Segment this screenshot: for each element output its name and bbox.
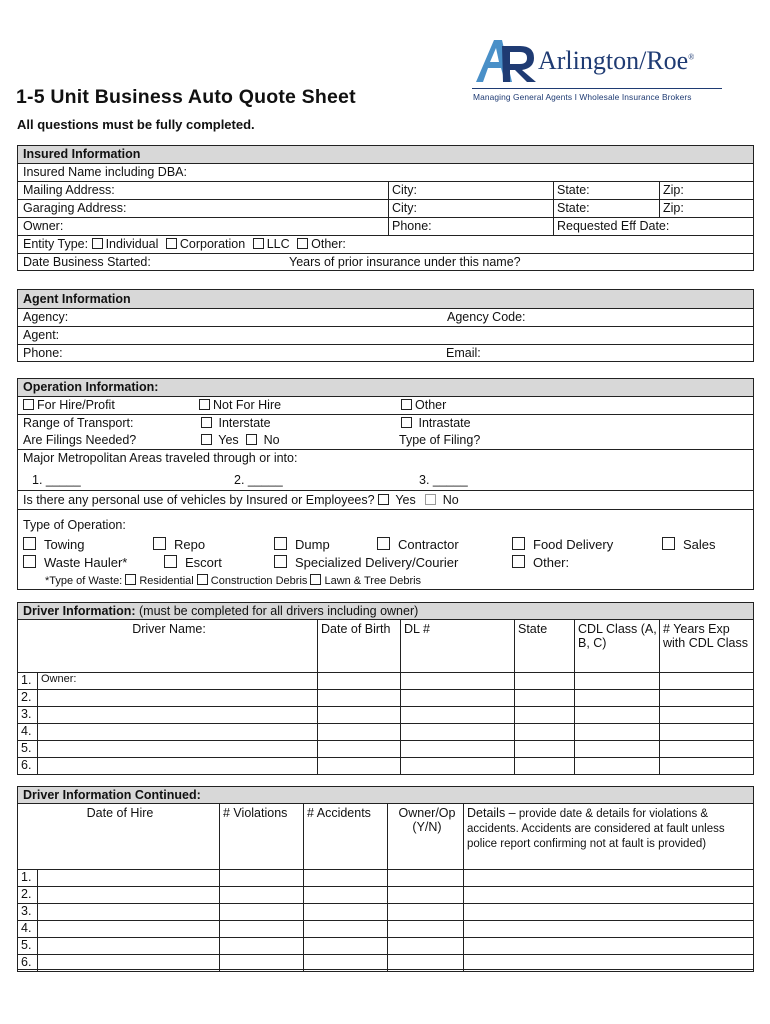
- driver-section: [17, 602, 754, 775]
- col-years: # Years Exp with CDL Class: [660, 620, 754, 673]
- table-row: [18, 707, 754, 724]
- not-for-hire-label: Not For Hire: [213, 398, 282, 412]
- filings-yes-checkbox[interactable]: [201, 434, 212, 445]
- personal-no-checkbox[interactable]: [425, 494, 436, 505]
- garaging-row: [18, 200, 753, 218]
- row-number: 5.: [18, 741, 38, 758]
- food-delivery-checkbox[interactable]: [512, 537, 525, 550]
- entity-label: Entity Type:: [23, 237, 89, 251]
- corporation-label: Corporation: [179, 237, 246, 251]
- operation-section: [17, 378, 754, 590]
- other-entity-label: Other:: [311, 237, 346, 251]
- row-number: 4.: [18, 724, 38, 741]
- driver-heading-note: (must be completed for all drivers including owner): [139, 604, 419, 618]
- interstate-checkbox[interactable]: [201, 417, 212, 428]
- driver-continued-section: [17, 786, 754, 970]
- residential-label: Residential: [139, 575, 194, 587]
- mailing-label: Mailing Address:: [23, 183, 115, 197]
- phone-label: Phone:: [392, 219, 432, 233]
- towing-checkbox[interactable]: [23, 537, 36, 550]
- logo-divider: [472, 88, 722, 89]
- sales-label: Sales: [683, 537, 716, 552]
- col-violations: # Violations: [220, 804, 304, 870]
- dump-label: Dump: [295, 537, 330, 552]
- col-dob: Date of Birth: [318, 620, 401, 673]
- insured-name-label: Insured Name including DBA:: [23, 165, 187, 179]
- metro-1: 1. _____: [32, 473, 81, 487]
- owner-label: Owner:: [23, 219, 64, 233]
- llc-checkbox[interactable]: [253, 238, 264, 249]
- table-row: [18, 673, 754, 690]
- range-row: [18, 415, 753, 433]
- filings-label: Are Filings Needed?: [23, 433, 137, 447]
- row-number: 1.: [18, 870, 38, 887]
- other-hire-checkbox[interactable]: [401, 399, 412, 410]
- type-operation-area: [18, 510, 753, 590]
- individual-checkbox[interactable]: [92, 238, 103, 249]
- filings-row: [18, 433, 753, 450]
- construction-checkbox[interactable]: [197, 574, 208, 585]
- residential-checkbox[interactable]: [125, 574, 136, 585]
- col-accidents: # Accidents: [304, 804, 388, 870]
- table-row: [18, 724, 754, 741]
- agency-label: Agency:: [23, 310, 69, 324]
- individual-label: Individual: [105, 237, 159, 251]
- row-number: 1.: [18, 673, 38, 690]
- page-subtitle: All questions must be fully completed.: [17, 117, 255, 132]
- col-cdl: CDL Class (A, B, C): [575, 620, 660, 673]
- table-row: [18, 904, 754, 921]
- zip-label: Zip:: [663, 183, 684, 197]
- other-entity-checkbox[interactable]: [297, 238, 308, 249]
- years-prior-label: Years of prior insurance under this name?: [289, 255, 521, 269]
- company-tagline: Managing General Agents I Wholesale Insurance Brokers: [473, 92, 692, 102]
- escort-checkbox[interactable]: [164, 555, 177, 568]
- row-number: 3.: [18, 707, 38, 724]
- page-title: 1-5 Unit Business Auto Quote Sheet: [16, 86, 356, 108]
- garaging-label: Garaging Address:: [23, 201, 127, 215]
- insured-heading: Insured Information: [18, 146, 753, 164]
- metro-row: [18, 450, 753, 491]
- date-started-label: Date Business Started:: [23, 255, 151, 269]
- city-label: City:: [392, 201, 417, 215]
- email-label: Email:: [446, 346, 481, 360]
- metro-2: 2. _____: [234, 473, 283, 487]
- specialized-label: Specialized Delivery/Courier: [295, 555, 459, 570]
- state-label: State:: [557, 201, 590, 215]
- company-name: Arlington/Roe®: [538, 46, 695, 75]
- table-row: [18, 758, 754, 775]
- col-owner-op: Owner/Op (Y/N): [388, 804, 464, 870]
- for-hire-checkbox[interactable]: [23, 399, 34, 410]
- zip-label: Zip:: [663, 201, 684, 215]
- row-number: 2.: [18, 690, 38, 707]
- llc-label: LLC: [266, 237, 290, 251]
- col-date-hire: Date of Hire: [18, 804, 220, 870]
- waste-hauler-label: Waste Hauler*: [44, 555, 128, 570]
- waste-hauler-checkbox[interactable]: [23, 555, 36, 568]
- type-filing-label: Type of Filing?: [399, 433, 481, 447]
- repo-label: Repo: [174, 537, 206, 552]
- contractor-label: Contractor: [398, 537, 459, 552]
- entity-row: [18, 236, 753, 254]
- interstate-label: Interstate: [218, 416, 271, 430]
- row-number: 4.: [18, 921, 38, 938]
- col-dl: DL #: [401, 620, 515, 673]
- dump-checkbox[interactable]: [274, 537, 287, 550]
- escort-label: Escort: [185, 555, 222, 570]
- row-number: 3.: [18, 904, 38, 921]
- filings-no-label: No: [263, 433, 280, 447]
- waste-note-label: *Type of Waste:: [45, 575, 123, 587]
- metro-label: Major Metropolitan Areas traveled through or into:: [23, 451, 298, 465]
- col-state: State: [515, 620, 575, 673]
- table-row: [18, 938, 754, 955]
- operation-heading: Operation Information:: [18, 379, 753, 397]
- driver-continued-table: [17, 803, 754, 972]
- insured-name-row: [18, 164, 753, 182]
- table-row: [18, 887, 754, 904]
- personal-use-row: [18, 491, 753, 510]
- hire-row: [18, 397, 753, 415]
- personal-use-label: Is there any personal use of vehicles by Insured or Employees?: [23, 493, 375, 507]
- agent-phone-label: Phone:: [23, 346, 63, 360]
- filings-yes-label: Yes: [218, 433, 239, 447]
- other-op-label: Other:: [533, 555, 570, 570]
- date-started-row: [18, 254, 753, 271]
- driver-continued-heading: Driver Information Continued:: [18, 787, 753, 804]
- table-row: [18, 870, 754, 887]
- row-number: 6.: [18, 955, 38, 972]
- personal-no-label: No: [442, 493, 459, 507]
- contractor-checkbox[interactable]: [377, 537, 390, 550]
- intrastate-checkbox[interactable]: [401, 417, 412, 428]
- row-number: 6.: [18, 758, 38, 775]
- driver-table: [17, 619, 754, 775]
- col-driver-name: Driver Name:: [18, 620, 318, 673]
- lawn-checkbox[interactable]: [310, 574, 321, 585]
- other-hire-label: Other: [415, 398, 447, 412]
- range-label: Range of Transport:: [23, 416, 134, 430]
- agency-code-label: Agency Code:: [447, 310, 526, 324]
- row-number: 5.: [18, 938, 38, 955]
- metro-3: 3. _____: [419, 473, 468, 487]
- sales-checkbox[interactable]: [662, 537, 675, 550]
- type-op-label: Type of Operation:: [23, 518, 126, 532]
- lawn-label: Lawn & Tree Debris: [324, 575, 422, 587]
- other-op-checkbox[interactable]: [512, 555, 525, 568]
- table-row: [18, 741, 754, 758]
- agency-row: [18, 309, 753, 327]
- not-for-hire-checkbox[interactable]: [199, 399, 210, 410]
- eff-date-label: Requested Eff Date:: [557, 219, 670, 233]
- personal-yes-checkbox[interactable]: [378, 494, 389, 505]
- agent-phone-row: [18, 345, 753, 362]
- owner-row: [18, 218, 753, 236]
- corporation-checkbox[interactable]: [166, 238, 177, 249]
- table-row: [18, 921, 754, 938]
- row-number: 2.: [18, 887, 38, 904]
- state-label: State:: [557, 183, 590, 197]
- filings-no-checkbox[interactable]: [246, 434, 257, 445]
- mailing-row: [18, 182, 753, 200]
- company-logo-mark: [472, 36, 542, 86]
- intrastate-label: Intrastate: [418, 416, 471, 430]
- towing-label: Towing: [44, 537, 85, 552]
- agent-row: [18, 327, 753, 345]
- construction-label: Construction Debris: [210, 575, 308, 587]
- agent-section: [17, 289, 754, 362]
- for-hire-label: For Hire/Profit: [37, 398, 115, 412]
- table-row: [18, 690, 754, 707]
- driver-heading: Driver Information: (must be completed for all drivers including owner): [18, 603, 753, 620]
- personal-yes-label: Yes: [395, 493, 416, 507]
- agent-heading: Agent Information: [18, 290, 753, 309]
- repo-checkbox[interactable]: [153, 537, 166, 550]
- city-label: City:: [392, 183, 417, 197]
- owner-cell[interactable]: Owner:: [38, 673, 318, 690]
- agent-label: Agent:: [23, 328, 60, 342]
- insured-section: [17, 145, 754, 271]
- col-details: Details – provide date & details for violations & accidents. Accidents are considered at fault unless police report confirming not at fault is provided): [464, 804, 754, 870]
- food-delivery-label: Food Delivery: [533, 537, 614, 552]
- table-row: [18, 955, 754, 972]
- specialized-checkbox[interactable]: [274, 555, 287, 568]
